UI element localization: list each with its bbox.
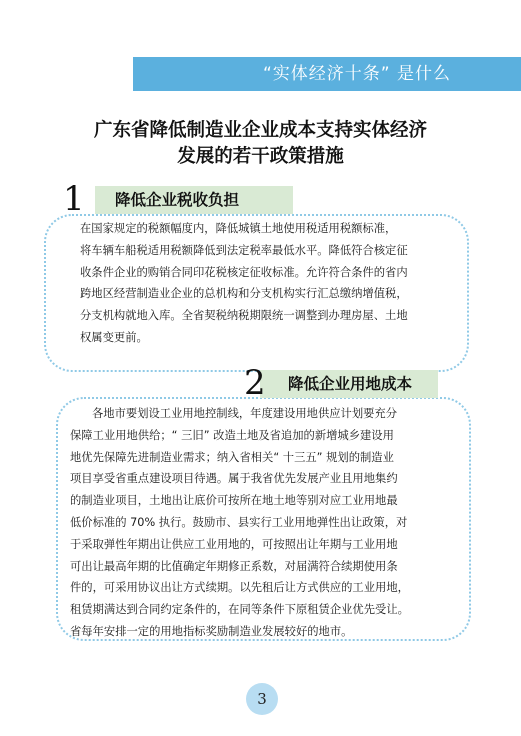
section-2-number: 2: [244, 363, 266, 403]
section-1-number: 1: [63, 179, 85, 219]
text-line: 的制造业项目，土地出让底价可按所在地土地等别对应工业用地最: [70, 494, 398, 508]
header-band: [133, 57, 521, 91]
page-number: 3: [246, 683, 278, 715]
document-title-line: 广东省降低制造业企业成本支持实体经济: [93, 120, 427, 141]
section-2-heading: 降低企业用地成本: [260, 370, 438, 398]
text-line: 省每年安排一定的用地指标奖励制造业发展较好的地市。: [70, 624, 353, 638]
text-line: 可出让最高年期的比值确定年期修正系数，对届满符合续期使用条: [70, 559, 398, 573]
section-1-heading: 降低企业税收负担: [95, 186, 293, 214]
text-line: 收条件企业的购销合同印花税核定征收标准。允许符合条件的省内: [80, 265, 408, 279]
text-line: 项目享受省重点建设项目待遇。属于我省优先发展产业且用地集约: [70, 472, 398, 486]
text-line: 于采取弹性年期出让供应工业用地的，可按照出让年期与工业用地: [70, 537, 398, 551]
text-line: 件的，可采用协议出让方式续期。以先租后让方式供应的工业用地，: [70, 581, 409, 595]
text-line: 跨地区经营制造业企业的总机构和分支机构实行汇总缴纳增值税，: [80, 287, 408, 301]
document-title: [0, 118, 521, 170]
section-2-text: [70, 403, 409, 643]
text-line: 地优先保障先进制造业需求；纳入省相关“ 十三五” 规划的制造业: [70, 450, 394, 464]
text-line: 各地市要划设工业用地控制线，年度建设用地供应计划要充分: [92, 407, 398, 420]
header-title: “实体经济十条” 是什么: [262, 64, 451, 84]
text-line: 租赁期满达到合同约定条件的，在同等条件下原租赁企业优先受让。: [70, 603, 409, 617]
text-line: 分支机构就地入库。全省契税纳税期限统一调整到办理房屋、土地: [80, 309, 408, 323]
text-line: 在国家规定的税额幅度内，降低城镇土地使用税适用税额标准，: [80, 222, 397, 235]
text-line: 将车辆车船税适用税额降低到法定税率最低水平。降低符合核定征: [80, 243, 408, 257]
document-title-line: 发展的若干政策措施: [177, 146, 344, 167]
text-line: 保障工业用地供给；“ 三旧” 改造土地及省追加的新增城乡建设用: [70, 428, 394, 442]
text-line: 权属变更前。: [80, 330, 148, 344]
text-line: 低价标准的 70% 执行。鼓励市、县实行工业用地弹性出让政策，对: [70, 515, 408, 529]
section-1-text: [80, 218, 408, 349]
